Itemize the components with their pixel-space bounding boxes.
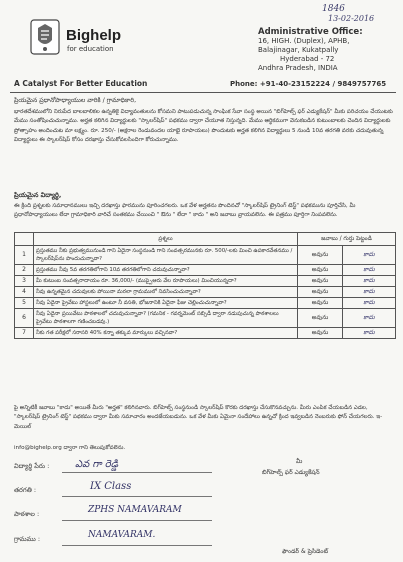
student-name-value[interactable]: ఎవ గా రెడ్డి <box>75 459 119 470</box>
answer-yes[interactable]: అవును <box>298 246 343 265</box>
table-row <box>15 298 396 309</box>
table-header <box>15 233 396 246</box>
field-label-name: విద్యార్థి పేరు : <box>14 462 50 470</box>
row-number: 3 <box>15 276 34 287</box>
instructions-paragraph: ఈ క్రింది ప్రశ్నలకు సమాధానములు ఇచ్చి దరఖాస్తు ఫారమును పూరించగలరు. ఒక వేళ అర్హతను పొందినచో "స్కాలర్‌షిప్ ట్రైనింగ్ టెస్ట్" పథకమును పూర్తిచేసి, మీ ప్రధానోపాధ్యాయులు లేదా గ్రామాధికారి వారిచే సంతకము చేయించి " ఔను " లేదా " కాదు " అని జవాబు వ్రాయవలెను. ఈ పత్రము పూర్తిగా నింపవలెను. <box>14 203 356 219</box>
handwritten-date: 13-02-2016 <box>328 14 375 23</box>
section-heading: ప్రియమైన విద్యార్థి, <box>14 191 62 199</box>
field-label-class: తరగతి : <box>14 486 37 494</box>
field-underline <box>62 472 212 473</box>
answer-yes[interactable]: అవును <box>298 328 343 339</box>
answer-no-handwritten[interactable]: కాదు <box>343 276 396 287</box>
tagline: A Catalyst For Better Education <box>14 79 148 88</box>
row-number: 4 <box>15 287 34 298</box>
row-question: నీవు ఏదైనా ప్రయివేటు పాఠశాలలో చదువుచున్నావా? (గమనిక - గవర్నమెంట్ సబ్సిడీ ద్వారా నడుపుచున్న పాఠశాలలు ప్రైవేటు పాఠశాలగా గణించబడవు.) <box>34 309 298 328</box>
field-underline <box>62 520 212 521</box>
office-line: Hyderabad - 72 <box>280 55 335 63</box>
row-number: 2 <box>15 265 34 276</box>
header-answer: జవాబు / గుర్తు పెట్టండి <box>298 233 396 246</box>
table-row <box>15 276 396 287</box>
row-question: నీకు గత పరీక్షలో సరాసరి 40% కన్నా తక్కువ మార్కులు వచ్చినవా? <box>34 328 298 339</box>
email-line: info@bighelp.org ద్వారా గాని తెలుపుకోవలెను. <box>14 445 126 451</box>
office-line: 16, HIGH. (Duplex), APHB, <box>258 37 350 45</box>
answer-no-handwritten[interactable]: కాదు <box>343 287 396 298</box>
answer-yes[interactable]: అవును <box>298 298 343 309</box>
answer-yes[interactable]: అవును <box>298 309 343 328</box>
office-title: Administrative Office: <box>258 27 363 37</box>
brand-sub: for education <box>67 45 114 53</box>
questions-table <box>14 232 396 339</box>
row-number: 5 <box>15 298 34 309</box>
row-question: నీవు ఉన్నతమైన చదువులకు పోయినా మరలా గ్రామములో నివసించుచున్నావా? <box>34 287 298 298</box>
signature-org: బిగ్‌హెల్ప్ ఫర్ ఎడ్యుకేషన్ <box>262 469 320 476</box>
bighelp-logo-icon <box>29 18 61 56</box>
handwritten-code: 1846 <box>322 4 345 14</box>
answer-no-handwritten[interactable]: కాదు <box>343 298 396 309</box>
answer-no-handwritten[interactable]: కాదు <box>343 309 396 328</box>
signature-for: మీ <box>296 458 303 465</box>
intro-paragraph: భారతదేశములోని నిరుపేద బాలబాలికల ఉన్నతికై విద్యావంతులను కోసమని పాటుపడుచున్న సాంఘిక సేవా సంస్థ అయిన "బిగ్‌హెల్ప్ ఫర్ ఎడ్యుకేషన్" మీకు పరిచయం చేయుటకు మేము సంతోషించుచున్నాము. అర్హత కలిగిన విద్యార్థులకు "స్కాలర్‌షిప్" పథకము ద్వారా చేయూత నిస్తున్నది. మేము ఆర్థికముగా వెనుకబడిన కుటుంబాలకు చెందిన విద్యార్థులకు ప్రోత్సాహం అందించుట మా లక్ష్యం. రూ. 250/- (అక్షరాల రెండువందల యాభై రూపాయలు) పొందుటకు అర్హత కలిగిన విద్యార్థులు 5 నుండి 10వ తరగతి వరకు చదువుతున్న విద్యార్థులు ఈ స్కాలర్‌షిప్ కోసం దరఖాస్తు చేసుకోవలసిందిగా కోరుచున్నాము. <box>14 109 393 144</box>
row-question: ప్రస్తుతము నీవు 5వ తరగతిలోగాని 10వ తరగతిలోగాని చదువుచున్నావా? <box>34 265 298 276</box>
table-row <box>15 309 396 328</box>
row-question: నీవు ఏదైనా ప్రైవేటు హాస్టలులో ఉంటూ నీ వసతి, భోజనానికి ఏదైనా ఫీజు చెల్లించుచున్నావా? <box>34 298 298 309</box>
office-line: Andhra Pradesh, INDIA <box>258 64 338 72</box>
field-label-village: గ్రామము : <box>14 535 41 543</box>
header-questions: ప్రశ్నలు <box>34 233 298 246</box>
row-question: మీ కుటుంబ సంవత్సరాదాయం రూ. 36,000/- (ముప్పైఆరు వేల రూపాయలు) మించియున్నదా? <box>34 276 298 287</box>
answer-no-handwritten[interactable]: కాదు <box>343 246 396 265</box>
office-phone: Phone: +91-40-23152224 / 9849757765 <box>230 80 387 88</box>
office-address <box>258 28 398 73</box>
answer-yes[interactable]: అవును <box>298 287 343 298</box>
row-number: 1 <box>15 246 34 265</box>
table-row <box>15 328 396 339</box>
row-question: ప్రస్తుతము నీకు ప్రభుత్వమునుండి గాని ఏదైనా సంస్థనుండి గాని సంవత్సరమునకు రూ. 500/-లకు మించి ఉపకారవేతనము / స్కాలర్‌షిప్‌ను పొందుచున్నావా? <box>34 246 298 265</box>
class-value[interactable]: IX Class <box>90 481 132 492</box>
table-row <box>15 287 396 298</box>
table-row <box>15 265 396 276</box>
signature-role: ఫౌండర్ & ప్రెసిడెంట్ <box>282 548 329 555</box>
closing-paragraph: పై అన్నిటికీ జవాబు "కాదు" అయితే మీరు "అర్హత" కలిగినవారు. బిగ్‌హెల్ప్ సంస్థనుండి స్కాలర్‌షిప్ కొరకు దరఖాస్తు చేసుకొనవచ్చును. మీరు ఎంపిక చేయబడిన ఎడల, "స్కాలర్‌షిప్ ట్రైనింగ్ టెస్ట్" పథకము ద్వారా మీకు సమాచారం అందజేయబడును. ఒక వేళ మీకు ఏమైనా సందేహాలు ఉన్నచో క్రింద ఇవ్వబడిన నెంబరుకు ఫోన్ చేయగలరు. ఇ-మెయిల్ <box>14 405 383 430</box>
brand-name: Bighelp <box>66 27 121 44</box>
salutation: ప్రియమైన ప్రధానోపాధ్యాయుల వారికి / గ్రామాధికారి, <box>14 97 137 104</box>
answer-yes[interactable]: అవును <box>298 276 343 287</box>
field-underline <box>62 545 212 546</box>
village-value[interactable]: NAMAVARAM. <box>88 530 156 540</box>
header-divider <box>10 92 396 93</box>
answer-yes[interactable]: అవును <box>298 265 343 276</box>
field-label-school: పాఠశాల : <box>14 510 40 518</box>
table-row <box>15 246 396 265</box>
row-number: 6 <box>15 309 34 328</box>
answer-no-handwritten[interactable]: కాదు <box>343 328 396 339</box>
school-value[interactable]: ZPHS NAMAVARAM <box>88 505 182 515</box>
row-number: 7 <box>15 328 34 339</box>
office-line: Balajinagar, Kukatpally <box>258 46 339 54</box>
answer-no-handwritten[interactable]: కాదు <box>343 265 396 276</box>
header-num <box>15 233 34 246</box>
field-underline <box>62 496 212 497</box>
